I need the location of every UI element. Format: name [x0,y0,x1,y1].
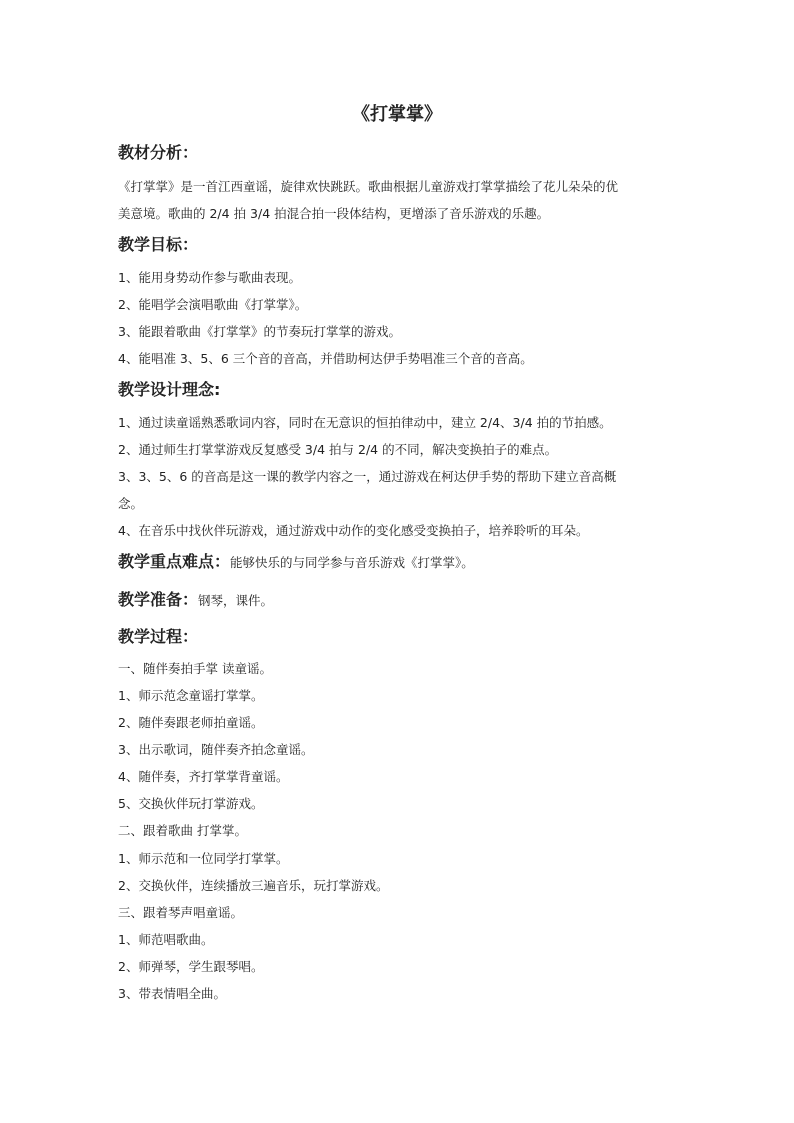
process-item: 3、带表情唱全曲。 [118,986,226,1001]
analysis-line-1: 《打掌掌》是一首江西童谣，旋律欢快跳跃。歌曲根据儿童游戏打掌掌描绘了花儿朵朵的优 [118,179,619,194]
heading-analysis: 教材分析： [118,143,199,162]
process-item: 3、出示歌词，随伴奏齐拍念童谣。 [118,742,314,757]
key-points-text: 能够快乐的与同学参与音乐游戏《打掌掌》。 [230,555,474,570]
heading-goals: 教学目标： [118,235,199,254]
goal-item: 3、能跟着歌曲《打掌掌》的节奏玩打掌掌的游戏。 [118,324,401,339]
process-item: 2、师弹琴，学生跟琴唱。 [118,959,264,974]
process-item: 1、师示范和一位同学打掌掌。 [118,851,289,866]
prep-text: 钢琴，课件。 [198,593,274,608]
process-item: 2、随伴奏跟老师拍童谣。 [118,715,264,730]
concept-item: 3、3、5、6 的音高是这一课的教学内容之一，通过游戏在柯达伊手势的帮助下建立音高概 [118,469,617,484]
prep-line [118,587,273,610]
goal-item: 1、能用身势动作参与歌曲表现。 [118,270,301,285]
document-title: 《打掌掌》 [352,104,442,125]
goal-item: 4、能唱准 3、5、6 三个音的音高，并借助柯达伊手势唱准三个音的音高。 [118,351,533,366]
process-step-title: 二、跟着歌曲 打掌掌。 [118,823,247,838]
process-item: 4、随伴奏，齐打掌掌背童谣。 [118,769,289,784]
heading-concept: 教学设计理念: [118,380,221,399]
process-item: 2、交换伙伴，连续播放三遍音乐，玩打掌游戏。 [118,878,389,893]
heading-process: 教学过程： [118,627,199,646]
process-step-title: 一、随伴奏拍手掌 读童谣。 [118,661,272,676]
concept-item: 2、通过师生打掌掌游戏反复感受 3/4 拍与 2/4 的不同，解决变换拍子的难点。 [118,442,558,457]
heading-key-points: 教学重点难点： [118,552,231,571]
heading-prep: 教学准备： [118,590,199,609]
concept-item: 1、通过读童谣熟悉歌词内容，同时在无意识的恒拍律动中，建立 2/4、3/4 拍的节拍感。 [118,415,612,430]
process-step-title: 三、跟着琴声唱童谣。 [118,905,244,920]
concept-item-continuation: 念。 [118,496,144,511]
analysis-line-2: 美意境。歌曲的 2/4 拍 3/4 拍混合拍一段体结构，更增添了音乐游戏的乐趣。 [118,206,550,221]
process-item: 5、交换伙伴玩打掌游戏。 [118,796,264,811]
goal-item: 2、能唱学会演唱歌曲《打掌掌》。 [118,297,308,312]
concept-item: 4、在音乐中找伙伴玩游戏，通过游戏中动作的变化感受变换拍子，培养聆听的耳朵。 [118,523,589,538]
process-item: 1、师示范念童谣打掌掌。 [118,688,264,703]
key-points-line [118,549,474,572]
process-item: 1、师范唱歌曲。 [118,932,214,947]
